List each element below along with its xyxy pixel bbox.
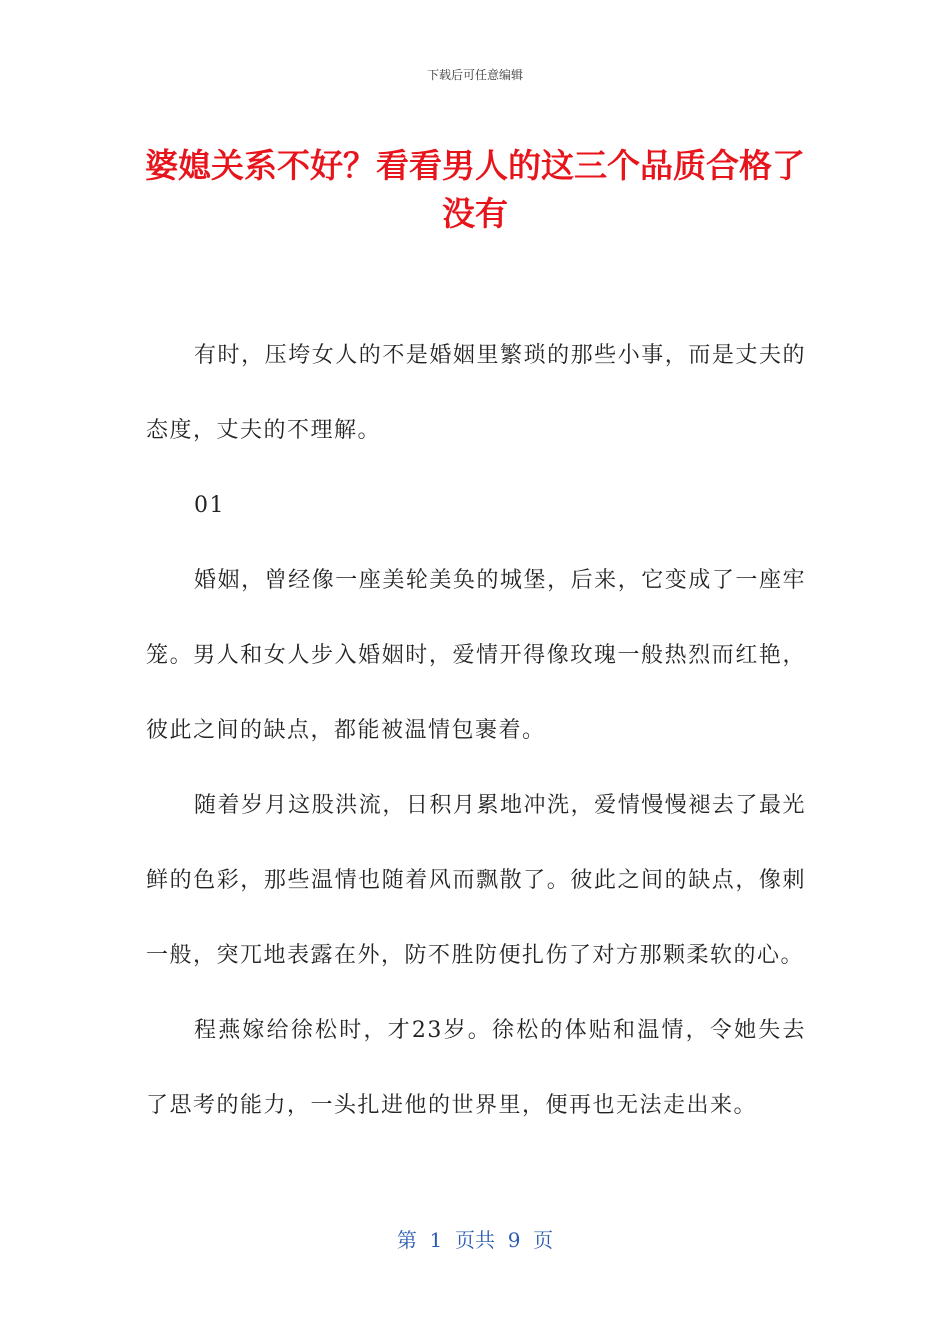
page-footer: 第 1 页共 9 页 (396, 1228, 554, 1252)
document-title: 婆媳关系不好？看看男人的这三个品质合格了没有 (145, 146, 805, 233)
section-number: 01 (194, 493, 225, 518)
document-body (146, 318, 806, 1143)
paragraph-chengyan: 程燕嫁给徐松时，才23岁。徐松的体贴和温情，令她失去了思考的能力，一头扎进他的世界里，便再也无法走出来。 (146, 1018, 806, 1118)
paragraph-intro: 有时，压垮女人的不是婚姻里繁琐的那些小事，而是丈夫的态度，丈夫的不理解。 (146, 343, 806, 443)
paragraph-marriage: 婚姻，曾经像一座美轮美奂的城堡，后来，它变成了一座牢笼。男人和女人步入婚姻时，爱情开得像玫瑰一般热烈而红艳，彼此之间的缺点，都能被温情包裹着。 (146, 568, 806, 743)
paragraph-years: 随着岁月这股洪流，日积月累地冲洗，爱情慢慢褪去了最光鲜的色彩，那些温情也随着风而飘散了。彼此之间的缺点，像刺一般，突兀地表露在外，防不胜防便扎伤了对方那颗柔软的心。 (146, 793, 806, 968)
header-note: 下载后可任意编辑 (426, 68, 523, 82)
